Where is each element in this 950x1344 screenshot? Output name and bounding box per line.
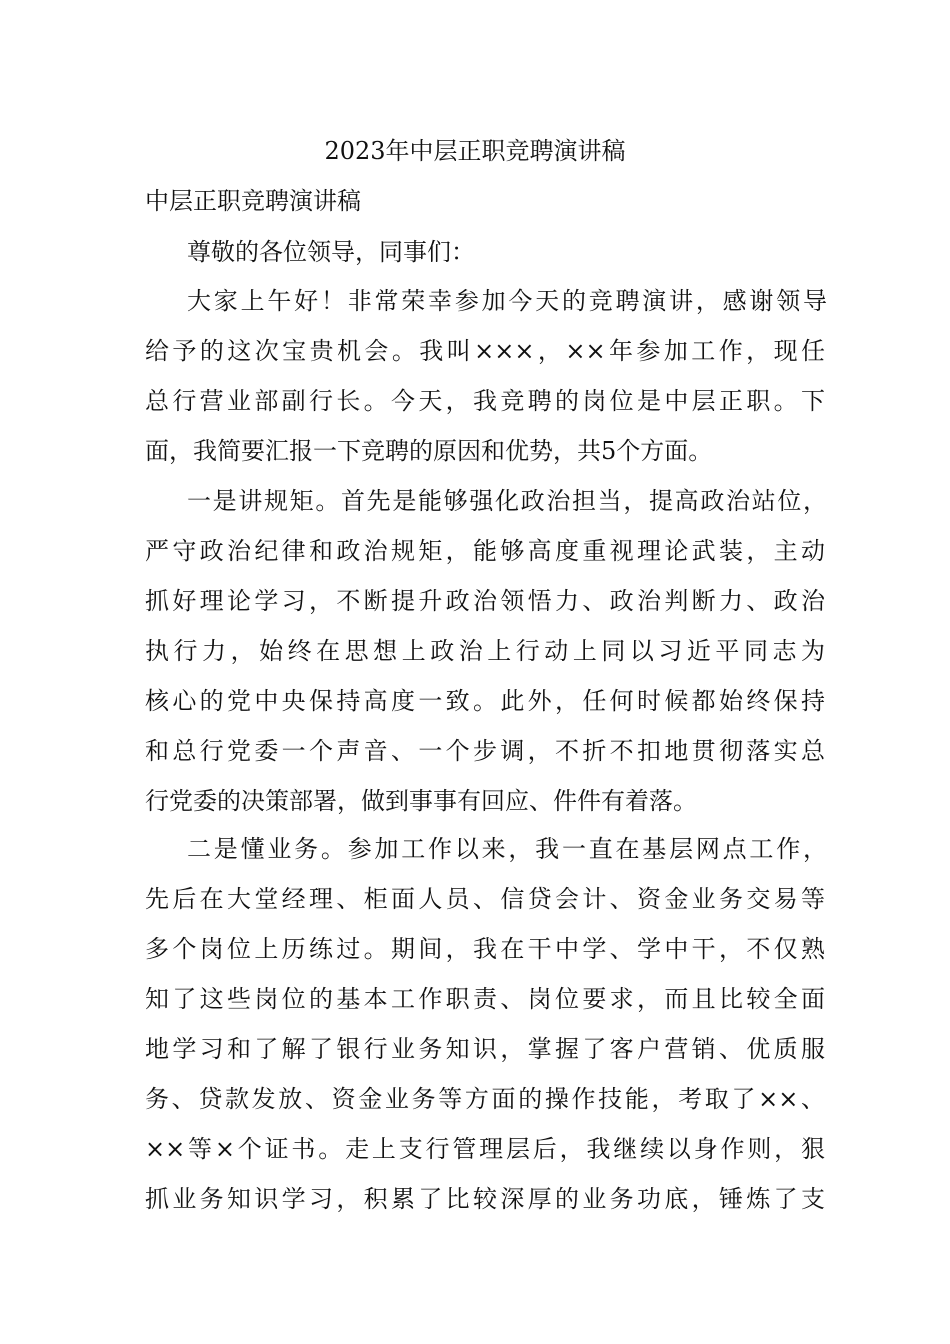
paragraph-line: 务、贷款发放、资金业务等方面的操作技能，考取了××、 — [145, 1085, 825, 1113]
paragraph-line: 核心的党中央保持高度一致。此外，任何时候都始终保持 — [145, 687, 825, 715]
paragraph-line: 执行力，始终在思想上政治上行动上同以习近平同志为 — [145, 637, 825, 665]
paragraph-line: 先后在大堂经理、柜面人员、信贷会计、资金业务交易等 — [145, 885, 825, 913]
paragraph-line: 抓好理论学习，不断提升政治领悟力、政治判断力、政治 — [145, 587, 825, 615]
paragraph-line: 多个岗位上历练过。期间，我在干中学、学中干，不仅熟 — [145, 935, 825, 963]
paragraph-line: ××等×个证书。走上支行管理层后，我继续以身作则，狠 — [145, 1135, 825, 1163]
paragraph-line: 严守政治纪律和政治规矩，能够高度重视理论武装，主动 — [145, 537, 825, 565]
paragraph-line: 一是讲规矩。首先是能够强化政治担当，提高政治站位， — [187, 487, 827, 515]
paragraph-line: 面，我简要汇报一下竞聘的原因和优势，共5个方面。 — [145, 437, 713, 465]
document-subtitle: 中层正职竞聘演讲稿 — [145, 187, 361, 215]
paragraph-line: 和总行党委一个声音、一个步调，不折不扣地贯彻落实总 — [145, 737, 825, 765]
paragraph-line: 给予的这次宝贵机会。我叫×××，××年参加工作，现任 — [145, 337, 825, 365]
paragraph-line: 抓业务知识学习，积累了比较深厚的业务功底，锤炼了支 — [145, 1185, 825, 1213]
paragraph-line: 大家上午好！非常荣幸参加今天的竞聘演讲，感谢领导 — [187, 287, 827, 315]
paragraph-line: 知了这些岗位的基本工作职责、岗位要求，而且比较全面 — [145, 985, 825, 1013]
paragraph-line: 行党委的决策部署，做到事事有回应、件件有着落。 — [145, 787, 697, 815]
document-title: 2023年中层正职竞聘演讲稿 — [324, 137, 626, 165]
paragraph-line: 总行营业部副行长。今天，我竞聘的岗位是中层正职。下 — [145, 387, 825, 415]
salutation-line: 尊敬的各位领导，同事们： — [187, 238, 475, 266]
paragraph-line: 二是懂业务。参加工作以来，我一直在基层网点工作， — [187, 835, 827, 863]
paragraph-line: 地学习和了解了银行业务知识，掌握了客户营销、优质服 — [145, 1035, 825, 1063]
